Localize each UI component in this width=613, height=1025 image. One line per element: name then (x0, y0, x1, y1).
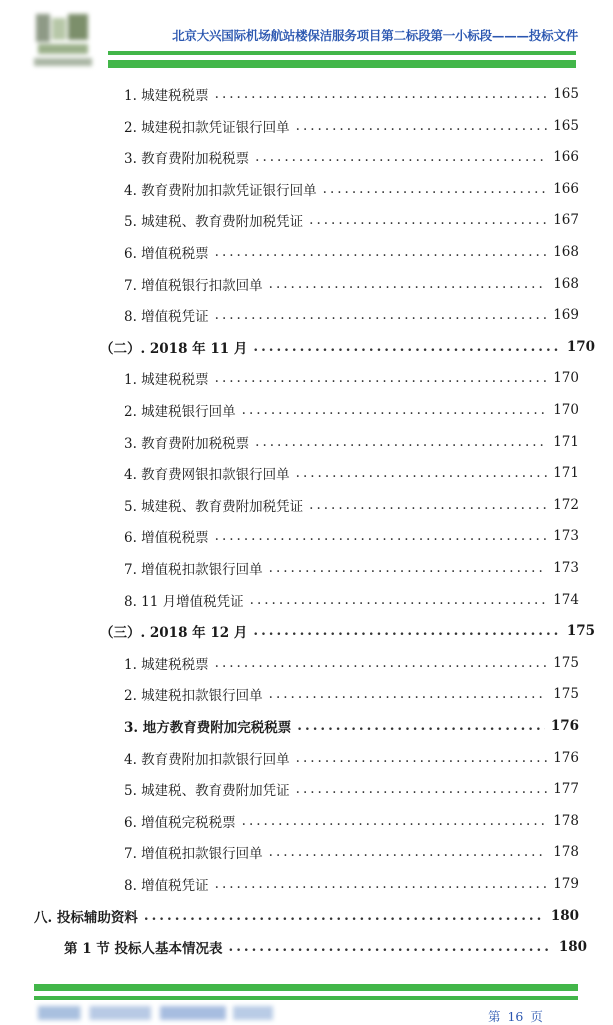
toc-entry-page-number: 168 (553, 244, 579, 260)
toc-entry-page-number: 166 (553, 149, 579, 166)
toc-entry-label: 8. 11 月增值税凭证 (124, 593, 244, 610)
toc-entry-page-number: 168 (553, 275, 579, 292)
toc-entry-page-number: 165 (553, 117, 579, 134)
toc-dot-leader (296, 465, 548, 481)
toc-entry[interactable] (124, 526, 579, 546)
toc-entry-label: 第 1 节 投标人基本情况表 (64, 941, 223, 958)
toc-entry[interactable] (124, 684, 579, 704)
toc-entry[interactable] (124, 400, 579, 420)
toc-entry[interactable] (124, 116, 579, 136)
toc-entry-label: 2. 城建税扣款银行回单 (124, 688, 263, 705)
toc-entry-page-number: 177 (553, 781, 579, 798)
toc-dot-leader (269, 844, 548, 860)
toc-dot-leader (215, 244, 548, 260)
toc-dot-leader (296, 781, 548, 797)
toc-entry[interactable] (124, 463, 579, 483)
toc-entry-label: 1. 城建税税票 (124, 656, 209, 673)
footer-rule-thick (34, 984, 578, 991)
toc-dot-leader (144, 908, 545, 924)
toc-entry-page-number: 169 (553, 307, 579, 324)
toc-dot-leader (253, 339, 560, 355)
toc-entry-page-number: 178 (553, 844, 579, 861)
toc-dot-leader (253, 623, 560, 639)
toc-entry[interactable] (124, 147, 579, 167)
toc-entry-label: 2. 城建税银行回单 (124, 404, 236, 420)
toc-entry-page-number: 180 (558, 939, 587, 956)
toc-entry[interactable] (124, 274, 579, 294)
toc-entry[interactable] (64, 937, 587, 957)
toc-entry[interactable] (124, 368, 579, 388)
toc-entry-page-number: 175 (553, 686, 579, 703)
header-rule-thin (108, 51, 576, 55)
toc-dot-leader (309, 497, 547, 513)
footer-rule-thin (34, 996, 578, 1000)
toc-entry-page-number: 173 (553, 528, 579, 545)
toc-dot-leader (215, 876, 548, 892)
toc-entry-label: 6. 增值税完税税票 (124, 814, 236, 831)
toc-entry-label: 7. 增值税银行扣款回单 (124, 277, 263, 294)
toc-dot-leader (250, 592, 548, 608)
toc-entry-label: 6. 增值税税票 (124, 530, 209, 547)
toc-entry[interactable] (124, 653, 579, 673)
toc-entry[interactable] (124, 716, 579, 736)
toc-entry-page-number: 170 (566, 338, 595, 355)
toc-dot-leader (297, 718, 545, 734)
toc-entry-label: 4. 教育费网银扣款银行回单 (124, 467, 290, 484)
toc-entry[interactable] (124, 495, 579, 515)
toc-entry-page-number: 174 (553, 591, 579, 608)
toc-entry[interactable] (124, 748, 579, 768)
toc-entry-label: 1. 城建税税票 (124, 372, 209, 389)
company-logo (34, 14, 94, 70)
toc-entry[interactable] (124, 432, 579, 452)
toc-dot-leader (215, 86, 548, 102)
toc-entry-page-number: 178 (553, 812, 579, 829)
toc-entry-label: 3. 教育费附加税税票 (124, 435, 250, 452)
toc-entry-page-number: 165 (553, 86, 579, 102)
toc-entry-label: 5. 城建税、教育费附加税凭证 (124, 214, 304, 231)
toc-entry-label: 八. 投标辅助资料 (34, 909, 138, 926)
toc-entry-label: 7. 增值税扣款银行回单 (124, 562, 263, 578)
toc-entry[interactable] (100, 621, 595, 641)
toc-dot-leader (215, 370, 548, 386)
document-header-title: 北京大兴国际机场航站楼保洁服务项目第二标段第一小标段———投标文件 (172, 28, 578, 43)
toc-entry[interactable] (124, 811, 579, 831)
toc-entry-label: 5. 城建税、教育费附加税凭证 (124, 498, 304, 515)
footer-page-number: 第 16 页 (488, 1009, 543, 1024)
toc-entry-label: 4. 教育费附加扣款银行回单 (124, 751, 290, 768)
toc-entry-page-number: 173 (553, 560, 579, 576)
toc-entry-page-number: 171 (553, 433, 579, 450)
toc-entry-page-number: 179 (553, 876, 579, 892)
toc-entry-page-number: 175 (566, 623, 595, 640)
toc-entry[interactable] (124, 84, 579, 104)
toc-entry-page-number: 170 (553, 370, 579, 387)
toc-entry[interactable] (124, 210, 579, 230)
toc-dot-leader (215, 655, 548, 671)
toc-dot-leader (215, 528, 548, 544)
toc-entry-page-number: 172 (553, 496, 579, 513)
toc-entry[interactable] (124, 305, 579, 325)
toc-dot-leader (255, 434, 547, 450)
toc-dot-leader (323, 181, 548, 197)
toc-entry-label: 8. 增值税凭证 (124, 309, 209, 326)
toc-dot-leader (269, 276, 548, 292)
toc-dot-leader (296, 750, 548, 766)
toc-entry-label: 6. 增值税税票 (124, 246, 209, 262)
toc-entry-page-number: 176 (553, 749, 579, 766)
header-rule-thick (108, 60, 576, 68)
toc-dot-leader (269, 560, 548, 576)
toc-entry-label: 7. 增值税扣款银行回单 (124, 846, 263, 863)
toc-entry[interactable] (124, 779, 579, 799)
toc-dot-leader (242, 402, 548, 418)
toc-entry-page-number: 171 (553, 465, 579, 482)
toc-entry[interactable] (124, 590, 579, 610)
toc-entry-label: 4. 教育费附加扣款凭证银行回单 (124, 182, 317, 199)
toc-entry-label: 1. 城建税税票 (124, 88, 209, 104)
toc-entry-page-number: 176 (550, 718, 579, 734)
toc-entry[interactable] (124, 874, 579, 894)
toc-entry[interactable] (124, 842, 579, 862)
footer-company-text-blurred (38, 1006, 273, 1020)
toc-dot-leader (215, 307, 548, 323)
toc-dot-leader (242, 813, 548, 829)
toc-entry[interactable] (124, 558, 579, 578)
toc-entry-label: 2. 城建税扣款凭证银行回单 (124, 119, 290, 136)
toc-dot-leader (296, 118, 548, 134)
toc-entry-page-number: 166 (553, 180, 579, 197)
toc-entry-page-number: 167 (553, 212, 579, 229)
toc-entry-label: 5. 城建税、教育费附加凭证 (124, 783, 290, 800)
toc-dot-leader (229, 939, 553, 955)
toc-entry-page-number: 170 (553, 402, 579, 418)
toc-entry[interactable] (34, 906, 579, 926)
toc-entry-label: 3. 地方教育费附加完税税票 (124, 720, 292, 736)
toc-dot-leader (255, 149, 547, 165)
toc-entry-label: （二）. 2018 年 11 月 (100, 340, 248, 357)
toc-entry-page-number: 180 (550, 907, 579, 924)
toc-entry-label: 3. 教育费附加税税票 (124, 151, 250, 168)
toc-entry[interactable] (100, 337, 595, 357)
toc-dot-leader (269, 686, 548, 702)
toc-dot-leader (309, 212, 547, 228)
toc-entry[interactable] (124, 179, 579, 199)
toc-entry-label: 8. 增值税凭证 (124, 878, 209, 894)
toc-entry[interactable] (124, 242, 579, 262)
toc-entry-page-number: 175 (553, 654, 579, 671)
toc-entry-label: （三）. 2018 年 12 月 (100, 625, 248, 642)
